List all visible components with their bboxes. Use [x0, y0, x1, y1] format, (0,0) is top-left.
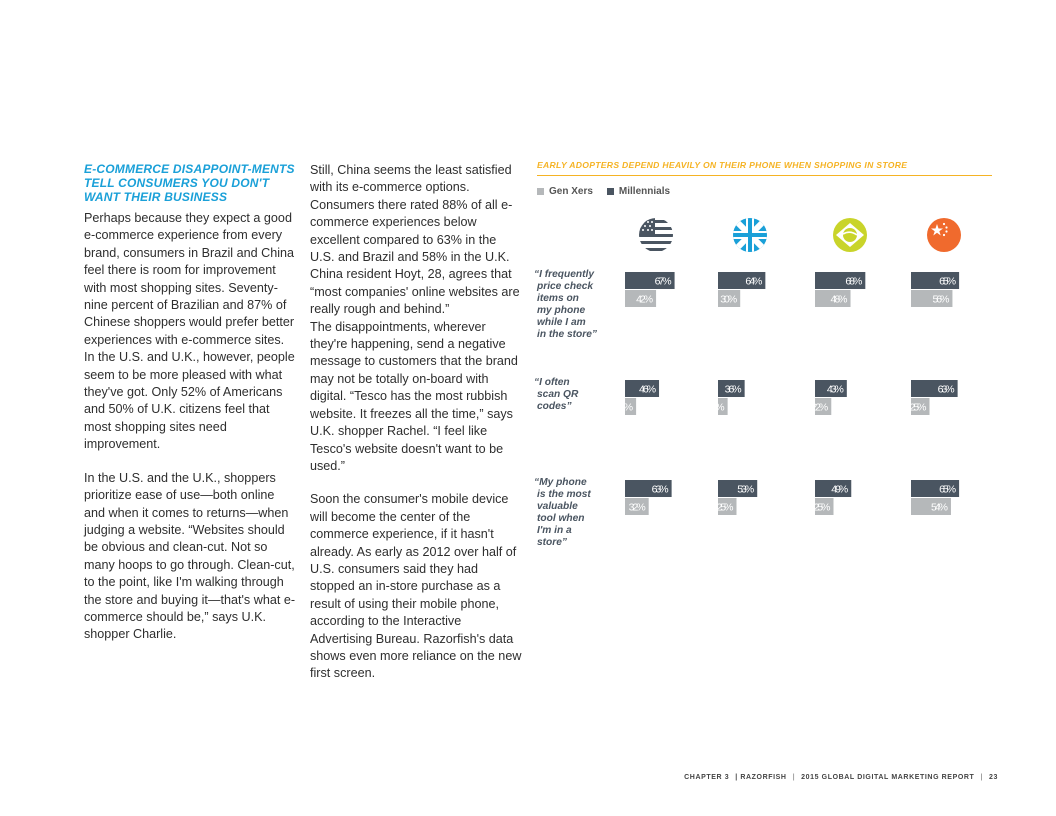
bar-label-genxers-g1-us: 42% — [636, 293, 654, 306]
bar-label-genxers-g3-uk: 25% — [716, 501, 734, 514]
legend-label-genx: Gen Xers — [549, 186, 593, 197]
bar-label-millennials-g3-china: 65% — [939, 483, 957, 496]
bar-label-millennials-g3-us: 63% — [651, 483, 669, 496]
bar-label-genxers-g1-brazil: 48% — [830, 293, 848, 306]
chart-title: EARLY ADOPTERS DEPEND HEAVILY ON THEIR PHONE WHEN SHOPPING IN STORE — [537, 160, 992, 176]
bar-label-genxers-g2-us: 15% — [616, 401, 634, 414]
legend-swatch-genx — [537, 188, 544, 195]
bar-label-millennials-g2-brazil: 43% — [826, 383, 844, 396]
chart-plot — [530, 210, 1000, 560]
legend-item-millennials — [607, 186, 670, 197]
paragraph: The disappointments, wherever they're happening, send a negative message to customers that the brand may not be totally on-board with digital. “Tesco has the most rubbish website. It freezes all the time,” says U.K. shopper Rachel. “I feel like Tesco's website doesn't want to be used.” — [310, 319, 518, 473]
paragraph: Soon the consumer's mobile device will become the center of the commerce experience, if it hasn't already. As early as 2012 over half of U.S. consumers said they had stopped an in-store purchase as a result of using their mobile phone, according to the Interactive Advertising Bureau. Razorfish's data shows even more reliance on the new first screen. — [310, 492, 522, 681]
bar-label-millennials-g2-us: 46% — [639, 383, 657, 396]
bar-label-genxers-g2-brazil: 22% — [811, 401, 829, 414]
paragraph: Still, China seems the least satisfied with its e-commerce options. Consumers there rated 88% of all e-commerce experiences below excellent compared to 63% in the U.S. and Brazil and 58% in the U.K. China resident Hoyt, 28, agrees that “most companies' online websites are really rough and behind.” — [310, 163, 520, 317]
paragraph: In the U.S. and the U.K., shoppers prioritize ease of use—both online and when it comes to returns—when judging a website. “Websites should be obvious and clean-cut. Not so many hoops to go through. Clean-cut, to the point, like I'm walking through the store and buying it—that's what e-commerce should be,” says U.K. shopper Charlie. — [84, 470, 296, 642]
left-text-column — [84, 162, 296, 660]
footer-separator: | — [792, 774, 796, 781]
group-label-3: “My phone is the most valuable tool when I'm in a store” — [534, 477, 591, 548]
bar-label-genxers-g3-china: 54% — [930, 501, 948, 514]
page-footer — [684, 774, 998, 781]
chart-legend — [537, 186, 670, 197]
bar-label-millennials-g2-china: 63% — [937, 383, 955, 396]
bar-label-millennials-g1-us: 67% — [654, 275, 672, 288]
bar-label-genxers-g3-brazil: 25% — [813, 501, 831, 514]
bar-label-genxers-g3-us: 32% — [628, 501, 646, 514]
footer-page-number: 23 — [989, 774, 998, 781]
legend-label-millennials: Millennials — [618, 186, 671, 197]
bar-label-millennials-g3-brazil: 49% — [831, 483, 849, 496]
footer-brand: | RAZORFISH — [735, 774, 787, 781]
bar-label-genxers-g2-china: 25% — [909, 401, 927, 414]
group-label-2: “I often scan QR codes” — [534, 377, 579, 412]
footer-report: 2015 GLOBAL DIGITAL MARKETING REPORT — [801, 774, 975, 781]
footer-separator: | — [980, 774, 983, 781]
bar-label-genxers-g1-china: 56% — [932, 293, 950, 306]
bar-label-genxers-g1-uk: 30% — [720, 293, 738, 306]
footer-chapter: CHAPTER 3 — [684, 774, 730, 781]
paragraph: Perhaps because they expect a good e-commerce experience from every brand, consumers in Brazil and China feel there is room for improvement with most shopping sites. Seventy-nine percent of Brazilian and 87% of Chinese shoppers would prefer better experiences with e-commerce sites. In the U.S. and U.K., however, people seem to be more pleased with what they've got. Only 52% of Americans and 50% of U.K. citizens feel that most shopping sites need improvement. — [84, 211, 295, 452]
bar-label-millennials-g1-brazil: 68% — [845, 275, 863, 288]
bar-label-millennials-g3-uk: 53% — [737, 483, 755, 496]
legend-swatch-millennials — [607, 188, 614, 195]
legend-item-genx — [537, 186, 593, 197]
bar-label-millennials-g1-china: 65% — [939, 275, 957, 288]
section-heading: E-COMMERCE DISAPPOINT-MENTS TELL CONSUMERS YOU DON'T WANT THEIR BUSINESS — [84, 162, 295, 204]
group-label-1: “I frequently price check items on my phone while I am in the store” — [534, 269, 598, 340]
middle-text-column — [310, 162, 522, 699]
bar-label-millennials-g2-uk: 36% — [724, 383, 742, 396]
bar-label-millennials-g1-uk: 64% — [745, 275, 763, 288]
bar-label-genxers-g2-uk: 13% — [707, 401, 725, 414]
